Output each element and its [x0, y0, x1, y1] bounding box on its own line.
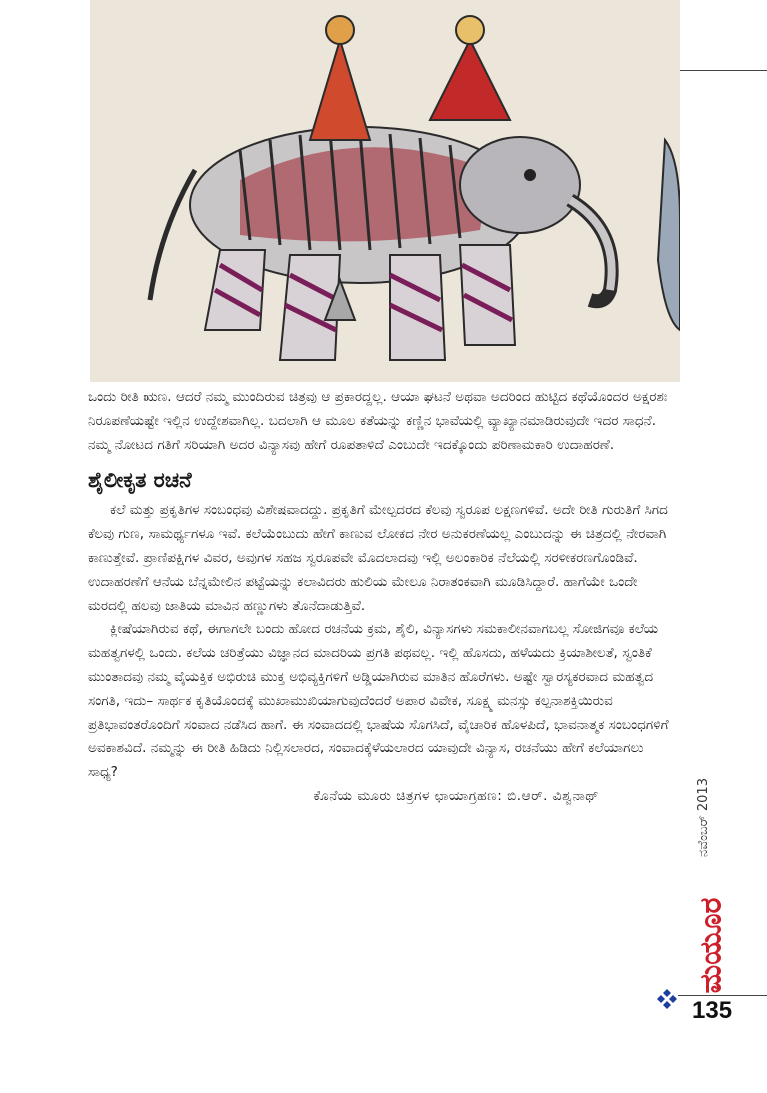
article-body	[88, 386, 673, 809]
paragraph-1: ಕಲೆ ಮತ್ತು ಪ್ರಕೃತಿಗಳ ಸಂಬಂಧವು ವಿಶೇಷವಾದದ್ದು. ಪ್ರಕೃತಿಗೆ ಮೇಲ್ಪದರದ ಕೆಲವು ಸ್ವರೂಪ ಲಕ್ಷಣಗಳಿವೆ. ಅದೇ ರೀತಿ ಗುರುತಿಗೆ ಸಿಗದ ಕೆಲವು ಗುಣ, ಸಾಮರ್ಥ್ಯಗಳೂ ಇವೆ. ಕಲೆಯೆಂಬುದು ಹೇಗೆ ಕಾಣುವ ಲೋಕದ ನೇರ ಅನುಕರಣೆಯಲ್ಲ ಎಂಬುದನ್ನು ಈ ಚಿತ್ರದಲ್ಲಿ ನೇರವಾಗಿ ಕಾಣುತ್ತೇವೆ. ಪ್ರಾಣಿಪಕ್ಷಿಗಳ ವಿವರ, ಅವುಗಳ ಸಹಜ ಸ್ವರೂಪವೇ ಮೊದಲಾದವು ಇಲ್ಲಿ ಅಲಂಕಾರಿಕ ನೆಲೆಯಲ್ಲಿ ಸರಳೀಕರಣಗೊಂಡಿವೆ. ಉದಾಹರಣೆಗೆ ಆನೆಯ ಬೆನ್ನಮೇಲಿನ ಪಟ್ಟೆಯನ್ನು ಕಲಾವಿದರು ಹುಲಿಯ ಮೇಲೂ ನಿರಾತಂಕವಾಗಿ ಮೂಡಿಸಿದ್ದಾರೆ. ಹಾಗೆಯೇ ಒಂದೇ ಮರದಲ್ಲಿ ಹಲವು ಜಾತಿಯ ಮಾವಿನ ಹಣ್ಣುಗಳು ತೊನೆದಾಡುತ್ತಿವೆ.	[88, 502, 668, 614]
bottom-divider	[678, 995, 767, 996]
section-heading: ಶೈಲೀಕೃತ ರಚನೆ	[88, 468, 192, 493]
page-number: 135	[692, 997, 733, 1024]
madhubani-painting-image	[90, 0, 680, 382]
issue-date-text: ನವೆಂಬರ್ 2013	[695, 777, 711, 857]
top-divider	[680, 70, 767, 71]
paragraph-2: ಕ್ಲೀಷೆಯಾಗಿರುವ ಕಥೆ, ಈಗಾಗಲೇ ಬಂದು ಹೋದ ರಚನೆಯ ಕ್ರಮ, ಶೈಲಿ, ವಿನ್ಯಾಸಗಳು ಸಮಕಾಲೀನವಾಗಬಲ್ಲ ಸೋಜಿಗವೂ ಕಲೆಯ ಮಹತ್ವಗಳಲ್ಲಿ ಒಂದು. ಕಲೆಯ ಚರಿತ್ರೆಯು ವಿಜ್ಞಾನದ ಮಾದರಿಯ ಪ್ರಗತಿ ಪಥವಲ್ಲ. ಇಲ್ಲಿ ಹೊಸದು, ಹಳೆಯದು ಕ್ರಿಯಾಶೀಲತೆ, ಸ್ವಂತಿಕೆ ಮುಂತಾದವು ನಮ್ಮ ವೈಯಕ್ತಿಕ ಅಭಿರುಚಿ ಮುಕ್ತ ಅಭಿವ್ಯಕ್ತಿಗಳಿಗೆ ಅಡ್ಡಿಯಾಗಿರುವ ಮಾತಿನ ಹೊರೆಗಳು. ಅಷ್ಟೇ ಸ್ವಾರಸ್ಯಕರವಾದ ಮಹತ್ವದ ಸಂಗತಿ, ಇದು– ಸಾರ್ಥಕ ಕೃತಿಯೊಂದಕ್ಕೆ ಮುಖಾಮುಖಿಯಾಗುವುದೆಂದರೆ ಅಪಾರ ವಿವೇಕ, ಸೂಕ್ಷ್ಮ ಮನಸ್ಸು ಕಲ್ಪನಾಶಕ್ತಿಯಿರುವ ಪ್ರತಿಭಾವಂತರೊಂದಿಗೆ ಸಂವಾದ ನಡೆಸಿದ ಹಾಗೆ. ಈ ಸಂವಾದದಲ್ಲಿ ಭಾಷೆಯ ಸೊಗಸಿದೆ, ವೈಚಾರಿಕ ಹೊಳಪಿದೆ, ಭಾವನಾತ್ಮಕ ಸಂಬಂಧಗಳಿಗೆ ಅವಕಾಶವಿದೆ. ನಮ್ಮನ್ನು ಈ ರೀತಿ ಹಿಡಿದು ನಿಲ್ಲಿಸಲಾರದ, ಸಂವಾದಕ್ಕೆಳೆಯಲಾರದ ಯಾವುದೇ ವಿನ್ಯಾಸ, ರಚನೆಯು ಹೇಗೆ ಕಲೆಯಾಗಲು ಸಾಧ್ಯ?	[88, 621, 669, 781]
magazine-name: ಮಯೂರ	[693, 897, 729, 993]
photo-credit: ಕೊನೆಯ ಮೂರು ಚಿತ್ರಗಳ ಛಾಯಾಗ್ರಹಣ: ಬಿ.ಆರ್. ವಿಶ್ವನಾಥ್	[313, 787, 599, 804]
intro-paragraph: ಒಂದು ರೀತಿ ಋಣ. ಆದರೆ ನಮ್ಮ ಮುಂದಿರುವ ಚಿತ್ರವು ಆ ಪ್ರಕಾರದ್ದಲ್ಲ. ಆಯಾ ಘಟನೆ ಅಥವಾ ಅದರಿಂದ ಹುಟ್ಟಿದ ಕಥೆಯೊಂದರ ಅಕ್ಷರಶಃ ನಿರೂಪಣೆಯಷ್ಟೇ ಇಲ್ಲಿನ ಉದ್ದೇಶವಾಗಿಲ್ಲ. ಬದಲಾಗಿ ಆ ಮೂಲ ಕತೆಯನ್ನು ಕಣ್ಣಿನ ಭಾವೆಯಲ್ಲಿ ವ್ಯಾಖ್ಯಾನಮಾಡಿರುವುದೇ ಇದರ ಸಾಧನೆ. ನಮ್ಮ ನೋಟದ ಗತಿಗೆ ಸರಿಯಾಗಿ ಅದರ ವಿನ್ಯಾಸವು ಹೇಗೆ ರೂಪತಾಳಿದೆ ಎಂಬುದೇ ಇದಕ್ಕೊಂದು ಪರಿಣಾಮಕಾರಿ ಉದಾಹರಣೆ.	[88, 389, 668, 453]
issue-date	[692, 742, 714, 892]
diamond-cluster-icon	[656, 988, 678, 1010]
magazine-logo	[678, 897, 744, 993]
